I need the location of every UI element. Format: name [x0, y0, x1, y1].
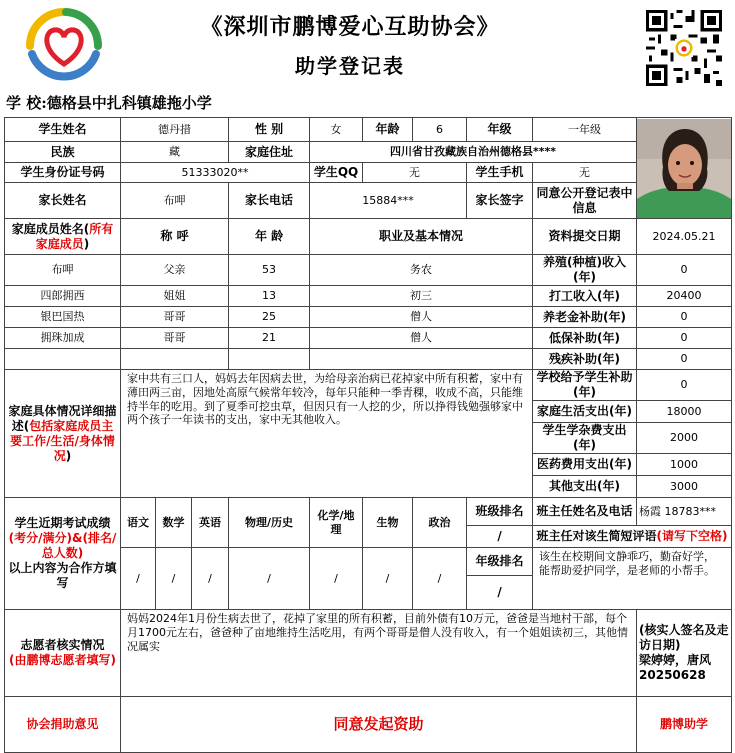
finance-value: 0: [637, 255, 732, 286]
qr-code-icon: [646, 10, 722, 86]
family-member-row: [5, 286, 732, 307]
member-age: [229, 349, 310, 370]
finance-label: 低保补助(年): [533, 328, 637, 349]
member-job: [310, 349, 533, 370]
exam-label: 学生近期考试成绩 (考分/满分)&(排名/总人数) 以上内容为合作方填写: [5, 498, 121, 610]
ethnicity-value: 藏: [121, 142, 229, 163]
grade-label: 年级: [467, 118, 533, 142]
subject-header: 物理/历史: [229, 498, 310, 548]
parent-label: 家长姓名: [5, 183, 121, 219]
qq-label: 学生QQ: [310, 163, 363, 183]
subject-header: 生物: [363, 498, 413, 548]
family-job-header: 职业及基本情况: [310, 219, 533, 255]
situation-label: 家庭具体情况详细描述(包括家庭成员主要工作/生活/身体情况): [5, 370, 121, 498]
qq-value: 无: [363, 163, 467, 183]
member-name: 四郎拥西: [5, 286, 121, 307]
comment-label: 班主任对该生简短评语(请写下空格): [533, 526, 732, 548]
family-header-row: [5, 219, 732, 255]
member-job: 务农: [310, 255, 533, 286]
member-job: 初三: [310, 286, 533, 307]
heart-logo-icon: [22, 6, 106, 84]
finance-value: 3000: [637, 476, 732, 498]
subject-header: 化学/地理: [310, 498, 363, 548]
score-value: /: [413, 548, 467, 610]
gender-value: 女: [310, 118, 363, 142]
finance-label: 学生学杂费支出(年): [533, 423, 637, 454]
grade-value: 一年级: [533, 118, 637, 142]
parent-phone-label: 家长电话: [229, 183, 310, 219]
student-photo: [637, 119, 731, 218]
finance-label: 养老金补助(年): [533, 307, 637, 328]
phone-value: 无: [533, 163, 637, 183]
subject-header: 数学: [156, 498, 192, 548]
finance-value: 2000: [637, 423, 732, 454]
member-name: 银巴国热: [5, 307, 121, 328]
member-age: 25: [229, 307, 310, 328]
subject-header: 英语: [192, 498, 229, 548]
age-value: 6: [413, 118, 467, 142]
finance-value: 0: [637, 328, 732, 349]
date-value: 2024.05.21: [637, 219, 732, 255]
form-title: 《深圳市鹏博爱心互助协会》: [200, 14, 500, 40]
ethnicity-label: 民族: [5, 142, 121, 163]
member-age: 13: [229, 286, 310, 307]
member-age: 53: [229, 255, 310, 286]
parent-value: 布呷: [121, 183, 229, 219]
form-header: [0, 0, 735, 92]
address-label: 家庭住址: [229, 142, 310, 163]
opinion-label: 协会捐助意见: [5, 697, 121, 753]
name-label: 学生姓名: [5, 118, 121, 142]
family-member-row: [5, 328, 732, 349]
form-subtitle: 助学登记表: [295, 54, 405, 78]
finance-label: 学校给予学生补助(年): [533, 370, 637, 401]
score-value: /: [310, 548, 363, 610]
teacher-label: 班主任姓名及电话: [533, 498, 637, 526]
member-title: 姐姐: [121, 286, 229, 307]
finance-label: 打工收入(年): [533, 286, 637, 307]
member-job: 僧人: [310, 328, 533, 349]
parent-row: [5, 183, 732, 219]
score-value: /: [229, 548, 310, 610]
member-title: 哥哥: [121, 328, 229, 349]
verify-row: [5, 610, 732, 697]
id-value: 51333020**: [121, 163, 310, 183]
finance-value: 0: [637, 370, 732, 401]
family-age-header: 年 龄: [229, 219, 310, 255]
id-label: 学生身份证号码: [5, 163, 121, 183]
verify-text: 妈妈2024年1月份生病去世了，花掉了家里的所有积蓄，目前外债有10万元，爸爸是当地村干部，每个月1700元左右，爸爸种了亩地维持生活吃用，有两个哥哥是僧人没有收入，有一个姐姐读初三，其他情况属实: [121, 610, 637, 697]
member-job: 僧人: [310, 307, 533, 328]
finance-label: 残疾补助(年): [533, 349, 637, 370]
age-label: 年龄: [363, 118, 413, 142]
member-name: 拥珠加成: [5, 328, 121, 349]
parent-sign-value: 同意公开登记表中信息: [533, 183, 637, 219]
gender-label: 性 别: [229, 118, 310, 142]
verify-signer-cell: (核实人签名及走访日期) 梁婷婷，唐风 20250628: [637, 610, 732, 697]
address-value: 四川省甘孜藏族自治州德格县****: [310, 142, 637, 163]
phone-label: 学生手机: [467, 163, 533, 183]
family-member-row: [5, 307, 732, 328]
grade-rank-value: /: [467, 576, 533, 610]
name-value: 德丹措: [121, 118, 229, 142]
member-title: [121, 349, 229, 370]
member-title: 哥哥: [121, 307, 229, 328]
class-rank-value: /: [467, 526, 533, 548]
opinion-value: 同意发起资助: [121, 697, 637, 753]
student-row-2: [5, 142, 732, 163]
parent-sign-label: 家长签字: [467, 183, 533, 219]
registration-table: [4, 117, 732, 753]
subject-header: 政治: [413, 498, 467, 548]
score-value: /: [156, 548, 192, 610]
situation-text: 家中共有三口人，妈妈去年因病去世，为给母亲治病已花掉家中所有积蓄，家中有薄田两三亩，因地处高原气候常年较冷，每年只能种一季青稞，收成不高，只能维持半年的吃用。到了夏季可挖虫草，但因只有一人挖的少，所以挣得钱勉强够家中两个孩子一年读书的支出，家中无其他收入。: [121, 370, 533, 498]
parent-phone-value: 15884***: [310, 183, 467, 219]
class-rank-label: 班级排名: [467, 498, 533, 526]
exam-row-1: [5, 498, 732, 526]
footer-brand: 鹏博助学: [637, 697, 732, 753]
member-name: 布呷: [5, 255, 121, 286]
member-age: 21: [229, 328, 310, 349]
teacher-value: 杨霞 18783***: [637, 498, 732, 526]
finance-label: 医药费用支出(年): [533, 454, 637, 476]
member-name: [5, 349, 121, 370]
finance-value: 1000: [637, 454, 732, 476]
finance-label: 家庭生活支出(年): [533, 401, 637, 423]
family-member-row: [5, 255, 732, 286]
score-value: /: [192, 548, 229, 610]
finance-label: 养殖(种植)收入(年): [533, 255, 637, 286]
finance-value: 0: [637, 307, 732, 328]
grade-rank-label: 年级排名: [467, 548, 533, 576]
footer-row: [5, 697, 732, 753]
finance-value: 18000: [637, 401, 732, 423]
finance-value: 0: [637, 349, 732, 370]
score-value: /: [121, 548, 156, 610]
finance-label: 其他支出(年): [533, 476, 637, 498]
school-name: 学 校:德格县中扎科镇雄拖小学: [6, 94, 212, 112]
family-header-label: 家庭成员姓名(所有家庭成员): [5, 219, 121, 255]
family-member-row: [5, 349, 732, 370]
verify-label: 志愿者核实情况 (由鹏博志愿者填写): [5, 610, 121, 697]
family-title-header: 称 呼: [121, 219, 229, 255]
subject-header: 语文: [121, 498, 156, 548]
student-row-1: [5, 118, 732, 142]
member-title: 父亲: [121, 255, 229, 286]
teacher-comment: 该生在校期间文静乖巧，勤奋好学，能帮助爱护同学，是老师的小帮手。: [533, 548, 732, 610]
situation-row: [5, 370, 732, 401]
student-row-3: [5, 163, 732, 183]
finance-value: 20400: [637, 286, 732, 307]
student-photo-cell: [637, 118, 732, 219]
score-value: /: [363, 548, 413, 610]
date-label: 资料提交日期: [533, 219, 637, 255]
